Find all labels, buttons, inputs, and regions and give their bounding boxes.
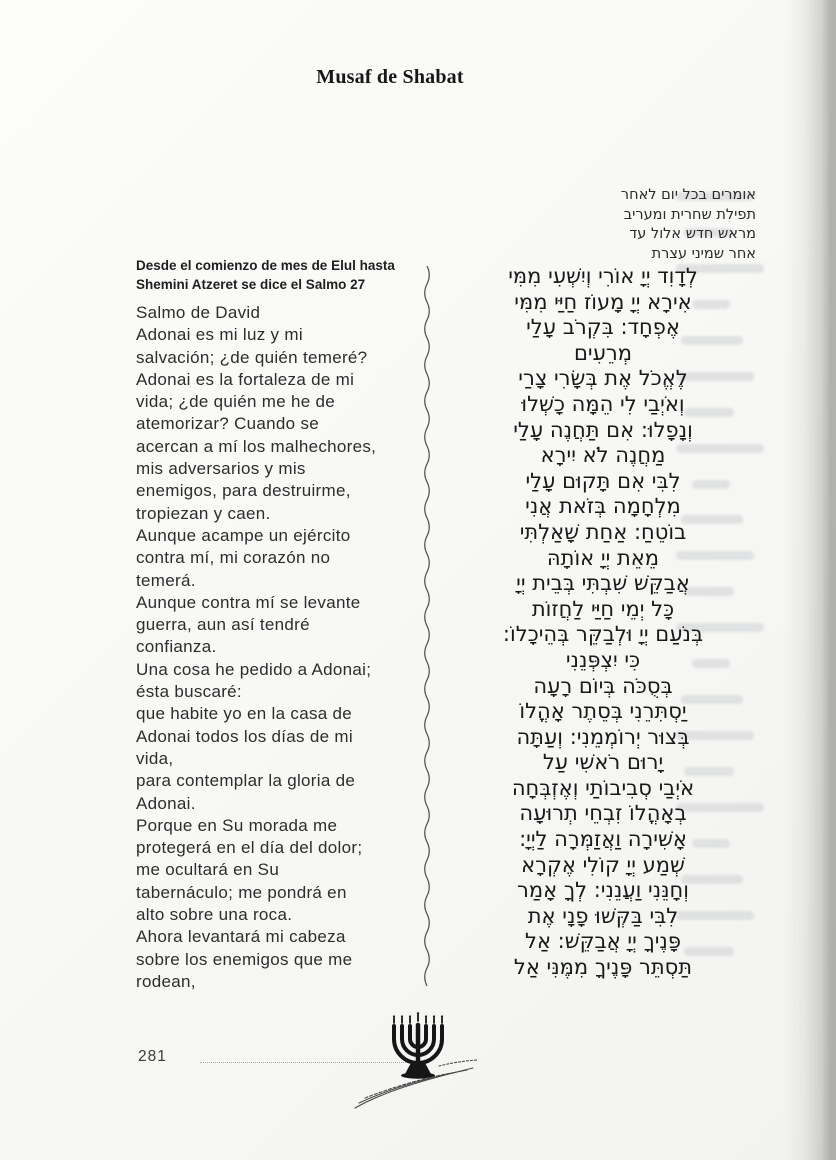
spanish-psalm-line: Una cosa he pedido a Adonai; — [136, 659, 372, 679]
menorah-arms — [394, 1025, 442, 1064]
hebrew-psalm-line: לֶאֱכֹל אֶת בְּשָׂרִי צָרַי — [518, 366, 688, 391]
page-title: Musaf de Shabat — [316, 66, 464, 88]
page-number: 281 — [138, 1048, 167, 1065]
spanish-psalm-line: Adonai es la fortaleza de mi — [136, 369, 355, 389]
hebrew-psalm-line: בְאָהֳלוֹ זִבְחֵי תְרוּעָה — [519, 801, 687, 826]
hebrew-instruction-line: אחר שמיני עצרת — [651, 245, 756, 262]
spanish-psalm-line: enemigos, para destruirme, — [136, 481, 351, 501]
spanish-psalm-line: para contemplar la gloria de — [136, 771, 356, 791]
spanish-psalm-line: rodean, — [136, 971, 196, 991]
hebrew-instruction-line: מראש חדש אלול עד — [629, 226, 756, 242]
hebrew-psalm-line: וְחָנֵּנִי וַעֲנֵנִי: לְךָ אָמַר — [516, 878, 689, 903]
spanish-psalm-line: salvación; ¿de quién temeré? — [136, 347, 368, 367]
spanish-psalm-line: Salmo de David — [136, 303, 261, 322]
spanish-psalm-line: Ahora levantará mi cabeza — [136, 927, 346, 947]
spanish-psalm-line: temerá. — [136, 570, 196, 590]
spanish-psalm-line: Adonai es mi luz y mi — [136, 325, 303, 345]
spanish-psalm-line: atemorizar? Cuando se — [136, 414, 320, 434]
spanish-instruction-line: Shemini Atzeret se dice el Salmo 27 — [136, 276, 366, 292]
hebrew-psalm-line: אִירָא יְיָ מָעוֹז חַיַּי מִמִּי — [514, 289, 692, 314]
spanish-psalm-line: contra mí, mi corazón no — [136, 548, 331, 568]
wavy-divider-line — [421, 266, 435, 988]
hebrew-psalm-line: כָּל יְמֵי חַיַּי לַחֲזוֹת — [531, 596, 675, 621]
hebrew-psalm-line: וְנָפָלוּ: אִם תַּחֲנֶה עָלַי — [513, 417, 693, 442]
hebrew-psalm-line: אֲבַקֵּשׁ שִׁבְתִּי בְּבֵית יְיָ — [516, 571, 690, 596]
hebrew-psalm-line: יַסְתִּרֵנִי בְּסֵתֶר אָהֳלוֹ — [519, 699, 687, 724]
menorah-logo — [345, 1012, 485, 1112]
hebrew-psalm-line: אֹיְבַי סְבִיבוֹתַי וְאֶזְבְּחָה — [511, 775, 695, 800]
hebrew-psalm-line: אֶפְחָד: בִּקְרֹב עָלַי — [526, 315, 680, 340]
hebrew-psalm-line: אָשִׁירָה וַאֲזַמְּרָה לַיְיָ: — [519, 827, 687, 852]
hebrew-psalm-line: לִבִּי בַּקְּשׁוּ פָנָי אֶת — [527, 903, 679, 928]
hebrew-psalm-line: לְדָוִד יְיָ אוֹרִי וְיִשְׁעִי מִמִּי — [508, 264, 698, 288]
hebrew-psalm-line: מְרֵעִים — [573, 340, 633, 365]
hebrew-psalm-line: בְּנֹעַם יְיָ וּלְבַקֵּר בְּהֵיכָלוֹ: — [502, 622, 704, 647]
hebrew-psalm-line: בְּסֻכֹּה בְּיוֹם רָעָה — [533, 673, 673, 698]
hebrew-instruction — [621, 186, 756, 264]
spanish-psalm-line: Adonai. — [136, 793, 196, 813]
hebrew-instruction-line: אומרים בכל יום לאחר — [620, 187, 756, 203]
hebrew-psalm-line: שְׁמַע יְיָ קוֹלִי אֶקְרָא — [521, 852, 685, 877]
spanish-psalm-line: sobre los enemigos que me — [136, 949, 353, 969]
hebrew-psalm-line: מִלְחָמָה בְּזֹאת אֲנִי — [525, 494, 681, 519]
spanish-psalm-line: alto sobre una roca. — [136, 905, 293, 925]
hebrew-psalm-line: וְאֹיְבַי לִי הֵמָּה כָשְׁלוּ — [521, 391, 685, 416]
hebrew-psalm-line: לִבִּי אִם תָּקוּם עָלַי — [525, 468, 681, 493]
spanish-psalm-line: tropiezan y caen. — [136, 503, 271, 523]
hebrew-psalm-line: תַּסְתֵּר פָּנֶיךָ מִמֶּנִּי אַל — [513, 955, 693, 980]
spanish-psalm-line: Aunque acampe un ejército — [136, 525, 351, 545]
hebrew-instruction-line: תפילת שחרית ומעריב — [623, 206, 756, 223]
spanish-psalm-line: que habite yo en la casa de — [136, 704, 353, 724]
spanish-psalm-line: guerra, aun así tendré — [136, 615, 310, 635]
spanish-psalm-line: confianza. — [136, 637, 217, 657]
spanish-psalm-line: acercan a mí los malhechores, — [136, 436, 377, 456]
spanish-psalm-line: vida; ¿de quién me he de — [136, 392, 336, 412]
hebrew-psalm-line: בוֹטֵחַ: אַחַת שָׁאַלְתִּי — [519, 519, 687, 544]
hebrew-psalm-line: כִּי יִצְפְּנֵנִי — [565, 647, 641, 672]
spanish-psalm-line: Aunque contra mí se levante — [136, 592, 361, 612]
spanish-psalm-line: Porque en Su morada me — [136, 815, 338, 835]
hebrew-psalm-text — [450, 264, 756, 981]
spanish-psalm-line: ésta buscaré: — [136, 682, 242, 702]
hebrew-psalm-line: מֵאֵת יְיָ אוֹתָהּ — [546, 545, 660, 570]
spanish-psalm-line: tabernáculo; me pondrá en — [136, 882, 347, 902]
hebrew-psalm-line: מַחֲנֶה לֹא יִירָא — [540, 443, 666, 468]
hebrew-psalm-line: פָּנֶיךָ יְיָ אֲבַקֵּשׁ: אַל — [525, 929, 681, 954]
spanish-psalm-line: Adonai todos los días de mi — [136, 726, 353, 746]
spanish-instruction-line: Desde el comienzo de mes de Elul hasta — [136, 258, 395, 273]
spanish-psalm-line: vida, — [136, 748, 174, 768]
spanish-psalm-line: mis adversarios y mis — [136, 459, 306, 479]
hebrew-psalm-line: בְּצוּר יְרוֹמְמֵנִי: וְעַתָּה — [516, 724, 690, 749]
spanish-psalm-line: me ocultará en Su — [136, 860, 280, 880]
hebrew-psalm-line: יָרוּם רֹאשִׁי עַל — [542, 750, 664, 775]
spanish-psalm-line: protegerá en el día del dolor; — [136, 838, 363, 858]
spanish-psalm-text — [136, 302, 436, 993]
spanish-instruction — [136, 257, 436, 294]
